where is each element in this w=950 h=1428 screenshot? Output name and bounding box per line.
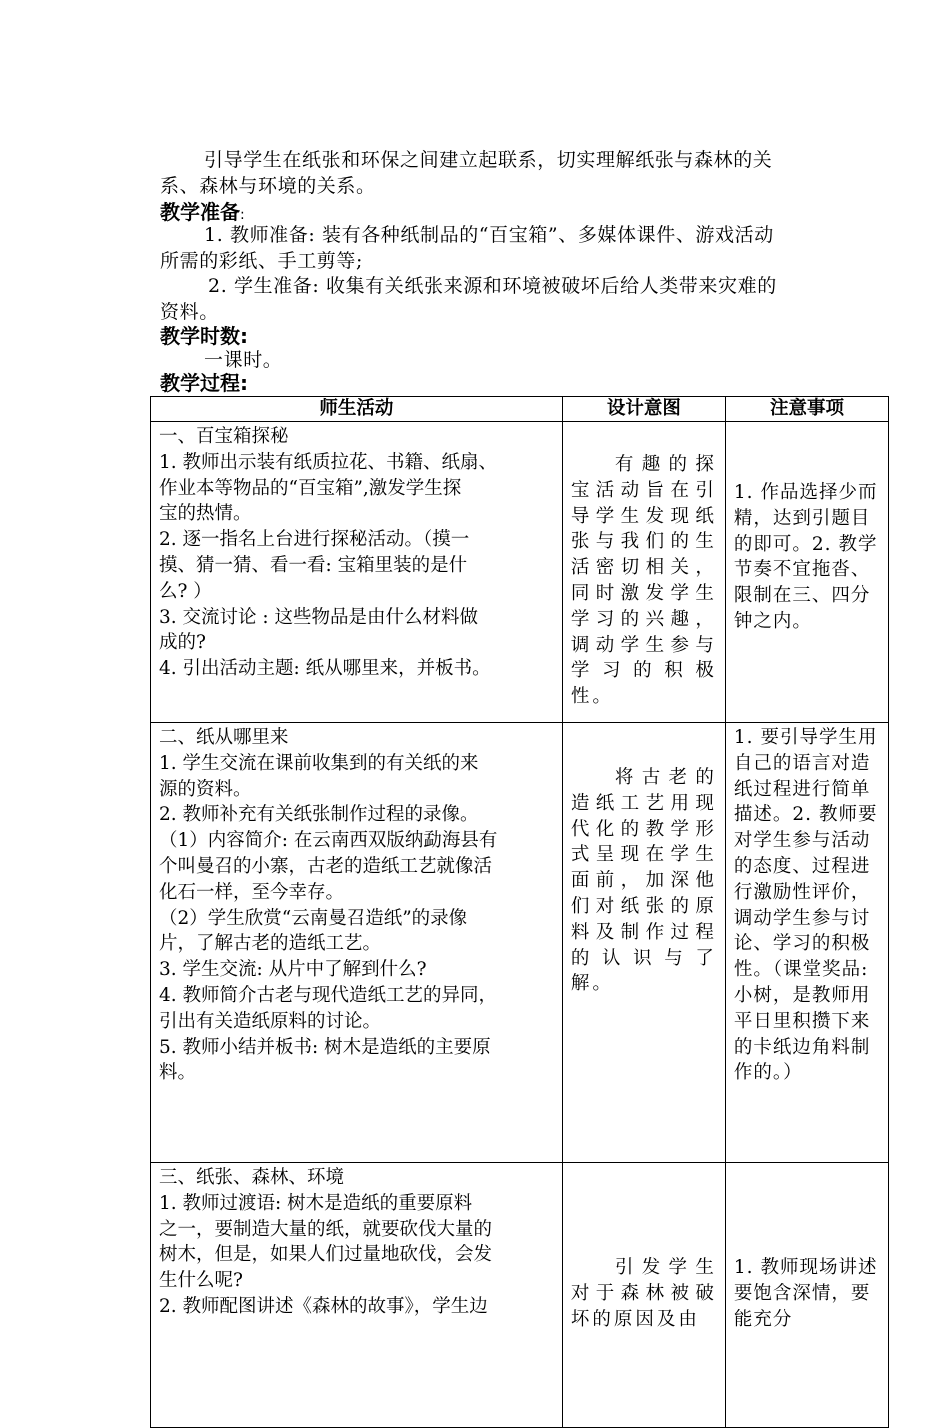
table-row	[151, 1163, 889, 1428]
student-preparation-line-1: 2. 学生准备: 收集有关纸张来源和环境被破坏后给人类带来灾难的	[208, 275, 777, 297]
hours-value: 一课时。	[204, 349, 283, 371]
hours-heading: 教学时数:	[160, 324, 248, 348]
teaching-process-table	[150, 396, 889, 1428]
notes-cell	[725, 723, 888, 1163]
activity-line: 3. 学生交流: 从片中了解到什么?	[159, 959, 427, 981]
student-preparation-line-2: 资料。	[160, 301, 219, 323]
table-header-row	[151, 397, 889, 422]
activity-line: 树木，但是，如果人们过量地砍伐，会发	[159, 1244, 493, 1266]
activity-cell	[151, 723, 563, 1163]
activity-line: 4. 引出活动主题: 纸从哪里来，并板书。	[159, 658, 491, 680]
activity-line: 片，了解古老的造纸工艺。	[159, 933, 382, 955]
activity-line: 成的?	[159, 632, 206, 654]
intent-text: 将古老的造纸工艺用现代化的教学形式呈现在学生面前，加深他们对纸张的原料及制作过程的认识与了解。	[570, 767, 717, 995]
teacher-preparation-line-1: 1. 教师准备: 装有各种纸制品的“百宝箱”、多媒体课件、游戏活动	[204, 224, 774, 246]
activity-line: 2. 教师配图讲述《森林的故事》，学生边	[159, 1295, 488, 1317]
intent-text: 有趣的探宝活动旨在引导学生发现纸张与我们的生活密切相关，同时激发学生学习的兴趣，调动学生参与学习的积极性。	[570, 454, 717, 708]
activity-line: 5. 教师小结并板书: 树木是造纸的主要原	[159, 1036, 491, 1058]
header-activity: 师生活动	[151, 397, 563, 422]
activity-line: 引出有关造纸原料的讨论。	[159, 1010, 382, 1032]
preparation-heading: 教学准备:	[160, 200, 245, 224]
table-row	[151, 422, 889, 723]
activity-line: （2）学生欣赏“云南曼召造纸”的录像	[159, 907, 468, 929]
activity-line: 宝的热情。	[159, 503, 252, 525]
activity-line: 一、百宝箱探秘	[159, 426, 289, 447]
activity-line: 1. 教师过渡语: 树木是造纸的重要原料	[159, 1192, 473, 1214]
intent-cell	[562, 1163, 725, 1428]
table-row	[151, 723, 889, 1163]
header-notes: 注意事项	[725, 397, 888, 422]
activity-line: 源的资料。	[159, 778, 252, 800]
intent-cell	[562, 422, 725, 723]
activity-line: 摸、猜一猜、看一看: 宝箱里装的是什	[159, 554, 468, 576]
activity-line: 二、纸从哪里来	[159, 727, 289, 748]
activity-line: 料。	[159, 1062, 197, 1084]
activity-line: 2. 教师补充有关纸张制作过程的录像。	[159, 804, 479, 826]
activity-line: 3. 交流讨论 : 这些物品是由什么材料做	[159, 606, 479, 628]
header-intent: 设计意图	[562, 397, 725, 422]
activity-line: 之一，要制造大量的纸，就要砍伐大量的	[159, 1218, 493, 1240]
notes-cell	[725, 1163, 888, 1428]
teacher-preparation-line-2: 所需的彩纸、手工剪等;	[160, 250, 364, 272]
activity-cell	[151, 422, 563, 723]
intent-cell	[562, 723, 725, 1163]
goal-paragraph-line-2: 系、森林与环境的关系。	[160, 175, 376, 197]
activity-line: 4. 教师简介古老与现代造纸工艺的异同，	[159, 984, 498, 1006]
activity-cell	[151, 1163, 563, 1428]
activity-line: 2. 逐一指名上台进行探秘活动。（摸一	[159, 529, 470, 551]
intent-text: 引发学生对于森林被破坏的原因及由	[570, 1257, 717, 1330]
process-heading: 教学过程:	[160, 371, 248, 395]
activity-line: 么? ）	[159, 580, 212, 602]
notes-text: 1. 教师现场讲述要饱含深情，要能充分	[733, 1257, 878, 1330]
activity-line: 1. 学生交流在课前收集到的有关纸的来	[159, 752, 479, 774]
goal-paragraph-line-1: 引导学生在纸张和环保之间建立起联系，切实理解纸张与森林的关	[204, 149, 773, 171]
notes-text: 1. 要引导学生用自己的语言对造纸过程进行简单描述。2. 教师要对学生参与活动的态度、过程进行激励性评价，调动学生参与讨论、学习的积极性。（课堂奖品: 小树，是教师用平日里积攒下来的卡纸边角料制作的。）	[733, 727, 878, 1084]
activity-line: 三、纸张、森林、环境	[159, 1167, 345, 1188]
activity-line: 作业本等物品的“百宝箱”,激发学生探	[159, 477, 462, 499]
notes-cell	[725, 422, 888, 723]
activity-line: 生什么呢?	[159, 1270, 243, 1292]
activity-line: （1）内容简介: 在云南西双版纳勐海县有	[159, 830, 498, 852]
activity-line: 化石一样，至今幸存。	[159, 881, 345, 903]
activity-line: 1. 教师出示装有纸质拉花、书籍、纸扇、	[159, 451, 498, 473]
notes-text: 1. 作品选择少而精，达到引题目的即可。2. 教学节奏不宜拖沓、限制在三、四分钟之内。	[733, 482, 878, 632]
activity-line: 个叫曼召的小寨，古老的造纸工艺就像活	[159, 855, 493, 877]
